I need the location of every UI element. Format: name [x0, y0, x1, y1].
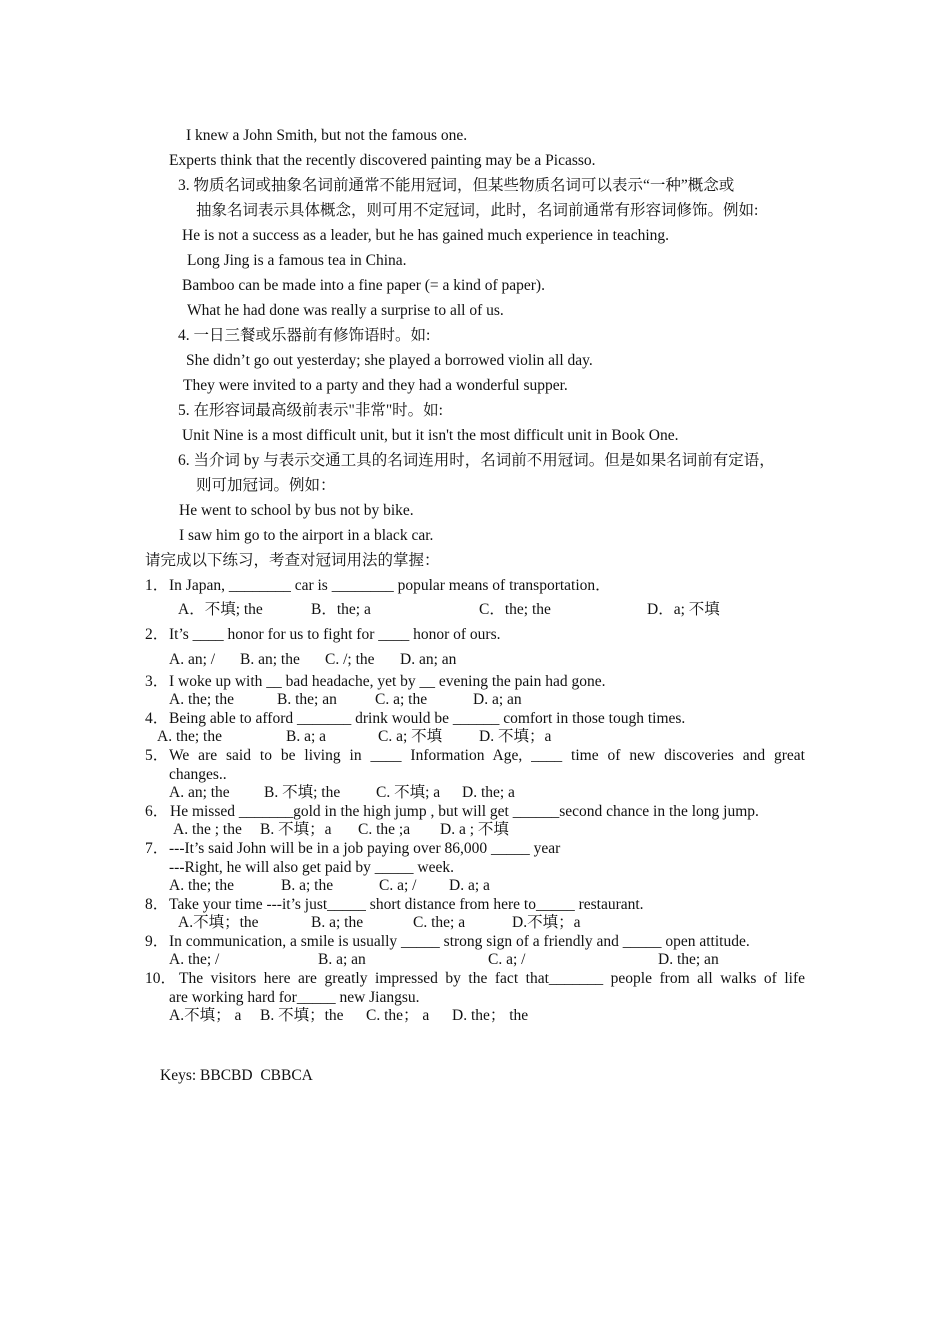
option-c: C. a; /: [379, 877, 417, 894]
option-a: A. an; /: [169, 651, 216, 668]
example-sentence: What he had done was really a surprise to all of us.: [187, 302, 504, 319]
rule-4-heading: 4. 一日三餐或乐器前有修饰语时。如:: [178, 327, 431, 344]
question-text: ---It’s said John will be in a job paying over 86,000 _____ year: [169, 840, 561, 857]
option-a: A. the; /: [169, 951, 220, 968]
option-a: A．不填; the: [178, 601, 263, 618]
option-a: A.不填；the: [178, 914, 259, 931]
question-number: 7．: [145, 840, 169, 857]
option-b: B. 不填；a: [260, 821, 332, 838]
option-a: A. an; the: [169, 784, 230, 801]
example-sentence: They were invited to a party and they had a wonderful supper.: [183, 377, 568, 394]
option-d: D. an; an: [400, 651, 457, 668]
question-number: 8．: [145, 896, 169, 913]
option-a: A. the; the: [157, 728, 222, 745]
question-text: He missed _______gold in the high jump , but will get ______second chance in the long jump.: [170, 803, 759, 820]
example-sentence: I saw him go to the airport in a black car.: [179, 527, 434, 544]
option-d: D. the； the: [452, 1007, 529, 1024]
option-d: D. the; a: [462, 784, 515, 801]
question-text: We are said to be living in ____ Information Age, ____ time of new discoveries and great: [169, 747, 805, 764]
option-a: A.不填； a: [169, 1007, 242, 1024]
option-b: B. a; a: [286, 728, 327, 745]
question-text: The visitors here are greatly impressed by the fact that_______ people from all walks of life: [179, 970, 805, 987]
example-sentence: Long Jing is a famous tea in China.: [187, 252, 407, 269]
question-number: 5．: [145, 747, 169, 764]
option-b: B. a; the: [281, 877, 334, 894]
option-a: A. the; the: [169, 691, 234, 708]
example-sentence: Experts think that the recently discovered painting may be a Picasso.: [169, 152, 596, 169]
question-number: 2．: [145, 626, 169, 643]
question-number: 9．: [145, 933, 169, 950]
option-d: D. a ; 不填: [440, 821, 509, 838]
exercise-intro: 请完成以下练习，考查对冠词用法的掌握：: [145, 552, 440, 569]
question-text-continued: changes..: [169, 766, 227, 783]
option-c: C. /; the: [325, 651, 375, 668]
option-b: B. 不填; the: [264, 784, 341, 801]
example-sentence: Bamboo can be made into a fine paper (= a kind of paper).: [182, 277, 545, 294]
option-c: C. the； a: [366, 1007, 430, 1024]
rule-3-heading-continued: 抽象名词表示具体概念，则可用不定冠词，此时，名词前通常有形容词修饰。例如:: [196, 202, 759, 219]
example-sentence: Unit Nine is a most difficult unit, but it isn't the most difficult unit in Book One.: [182, 427, 679, 444]
option-b: B．the; a: [311, 601, 371, 618]
question-number: 3．: [145, 673, 169, 690]
rule-6-heading: 6. 当介词 by 与表示交通工具的名词连用时，名词前不用冠词。但是如果名词前有定语，: [178, 452, 775, 469]
option-c: C．the; the: [479, 601, 551, 618]
option-c: C. the; a: [413, 914, 466, 931]
option-c: C. the ;a: [358, 821, 411, 838]
option-b: B. an; the: [240, 651, 300, 668]
option-c: C. a; the: [375, 691, 428, 708]
option-d: D．a; 不填: [647, 601, 720, 618]
question-number: 1．: [145, 577, 169, 594]
option-c: C. 不填; a: [376, 784, 441, 801]
option-d: D. a; an: [473, 691, 522, 708]
question-number: 10．: [145, 970, 177, 987]
option-a: A. the ; the: [173, 821, 242, 838]
option-b: B. a; an: [318, 951, 366, 968]
question-text-continued: ---Right, he will also get paid by _____ week.: [169, 859, 454, 876]
option-d: D.不填；a: [512, 914, 581, 931]
question-text: Take your time ---it’s just_____ short distance from here to_____ restaurant.: [169, 896, 644, 913]
question-text: It’s ____ honor for us to fight for ____ honor of ours.: [169, 626, 501, 643]
question-number: 4．: [145, 710, 169, 727]
example-sentence: I knew a John Smith, but not the famous one.: [186, 127, 468, 144]
rule-3-heading: 3. 物质名词或抽象名词前通常不能用冠词，但某些物质名词可以表示“一种”概念或: [178, 177, 735, 194]
question-text: In communication, a smile is usually _____ strong sign of a friendly and _____ open attitude.: [169, 933, 750, 950]
option-b: B. the; an: [277, 691, 337, 708]
option-a: A. the; the: [169, 877, 234, 894]
example-sentence: He went to school by bus not by bike.: [179, 502, 414, 519]
option-b: B. 不填；the: [260, 1007, 344, 1024]
question-number: 6．: [145, 803, 169, 820]
option-c: C. a; /: [488, 951, 526, 968]
question-text: I woke up with __ bad headache, yet by __ evening the pain had gone.: [169, 673, 606, 690]
question-text: In Japan, ________ car is ________ popular means of transportation．: [169, 577, 611, 594]
option-c: C. a; 不填: [378, 728, 443, 745]
rule-6-heading-continued: 则可加冠词。例如：: [196, 477, 336, 494]
option-d: D. a; a: [449, 877, 490, 894]
rule-5-heading: 5. 在形容词最高级前表示"非常"时。如:: [178, 402, 443, 419]
example-sentence: She didn’t go out yesterday; she played a borrowed violin all day.: [186, 352, 593, 369]
question-text: Being able to afford _______ drink would be ______ comfort in those tough times.: [169, 710, 686, 727]
answer-keys: Keys: BBCBD CBBCA: [160, 1067, 313, 1084]
question-text-continued: are working hard for_____ new Jiangsu.: [169, 989, 420, 1006]
option-b: B. a; the: [311, 914, 364, 931]
example-sentence: He is not a success as a leader, but he has gained much experience in teaching.: [182, 227, 670, 244]
option-d: D. 不填；a: [479, 728, 552, 745]
option-d: D. the; an: [658, 951, 719, 968]
